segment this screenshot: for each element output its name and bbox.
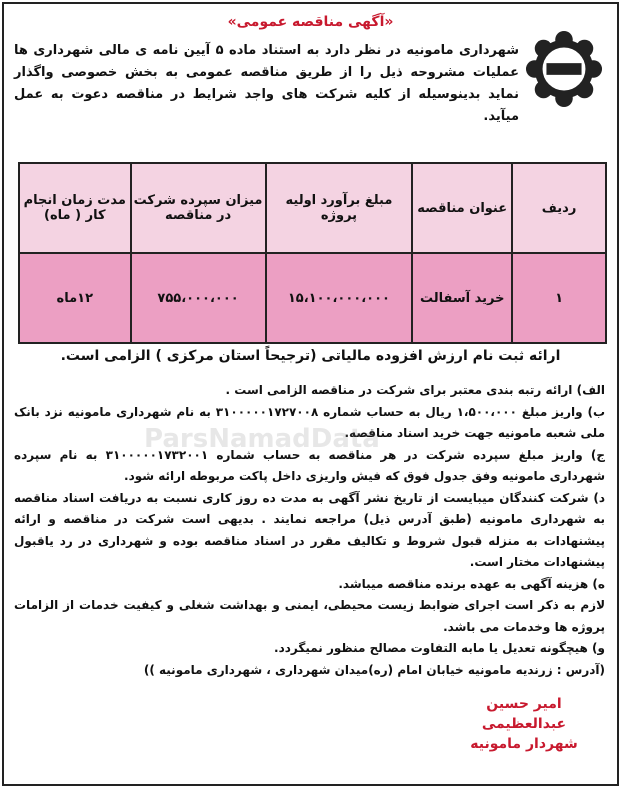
notice-page [2, 2, 619, 786]
condition-item: الف) ارائه رتبه بندی معتبر برای شرکت در مناقصه الزامی است . [225, 383, 605, 397]
condition-item: و) هیچگونه تعدیل یا مابه التفاوت مصالح منظور نمیگردد. [274, 641, 605, 655]
tax-note: ارائه ثبت نام ارزش افزوده مالیاتی (ترجیحاً استان مرکزی ) الزامی است. [60, 348, 561, 364]
cell-tender-title: خرید آسفالت [412, 253, 512, 343]
signer-role: شهردار مامونیه [470, 736, 578, 752]
table-row [19, 253, 606, 343]
watermark: ParsNamadData [144, 424, 380, 454]
header-tender-title: عنوان مناقصه [412, 163, 512, 253]
notice-title: «آگهی مناقصه عمومی» [227, 14, 394, 30]
signer-name: امیر حسین عبدالعظیمی [481, 696, 567, 732]
municipality-logo-icon [525, 30, 603, 108]
condition-item: د) شرکت کنندگان میبایست از تاریخ نشر آگهی به مدت ده روز کاری نسبت به دریافت اسناد مناقصه به شهرداری مامونیه (طبق آدرس ذیل) مراجعه نمایند . بدیهی است شرکت در مناقصه و ارائه پیشنهادات به منزله قبول شروط و تکالیف مقرر در اسناد مناقصه بوده و شهرداری در رد یاقبول پیشنهادات مختار است. [14, 490, 605, 569]
intro-text: شهرداری مامونیه در نظر دارد به استناد ماده ۵ آیین نامه ی مالی شهرداری ها عملیات مشروحه ذیل را از طریق مناقصه عمومی به بخش خصوصی واگذار نماید بدینوسیله از کلیه شرکت های واجد شرایط در مناقصه دعوت به عمل میآید. [14, 43, 519, 124]
cell-deposit: ۷۵۵،۰۰۰،۰۰۰ [131, 253, 266, 343]
cell-row-number: ۱ [512, 253, 606, 343]
tender-table [18, 162, 607, 344]
condition-item: ه) هزینه آگهی به عهده برنده مناقصه میباشد. [338, 576, 605, 591]
header-deposit: میزان سپرده شرکت در مناقصه [131, 163, 266, 253]
condition-item: ج) واریز مبلغ سپرده شرکت در هر مناقصه به حساب شماره ۳۱۰۰۰۰۰۱۷۳۲۰۰۱ به نام سپرده شهرداری مامونیه وفق جدول فوق که فیش واریزی داخل پاکت مربوطه ارائه شود. [14, 447, 606, 483]
condition-item: ب) واریز مبلغ ۱،۵۰۰،۰۰۰ ریال به حساب شماره ۳۱۰۰۰۰۰۱۷۲۷۰۰۸ به نام شهرداری مامونیه نزد بانک ملی شعبه مامونیه جهت خرید اسناد مناقصه. [14, 404, 606, 440]
address-line: (آدرس : زرندیه مامونیه خیابان امام (ره)میدان شهرداری ، شهرداری مامونیه )) [143, 662, 605, 677]
table-header-row [19, 163, 606, 253]
header-initial-estimate: مبلغ برآورد اولیه پروژه [266, 163, 413, 253]
signature-block [444, 694, 604, 754]
header-duration: مدت زمان انجام کار ( ماه) [19, 163, 131, 253]
header-row-number: ردیف [512, 163, 606, 253]
cell-duration: ۱۲ماه [19, 253, 131, 343]
cell-initial-estimate: ۱۵،۱۰۰،۰۰۰،۰۰۰ [266, 253, 413, 343]
condition-item: لازم به ذکر است اجرای ضوابط زیست محیطی، ایمنی و بهداشت شغلی و کیفیت خدمات از الزامات پروژه ها وخدمات می باشد. [14, 598, 605, 634]
